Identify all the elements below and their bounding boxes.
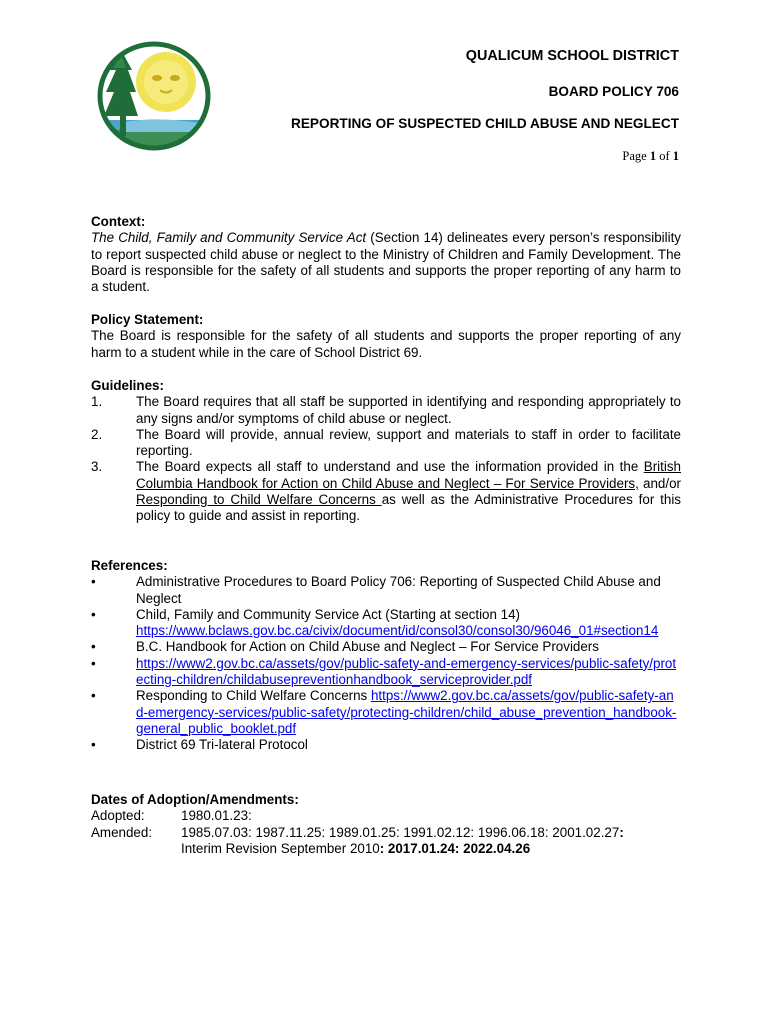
reference-item: • District 69 Tri-lateral Protocol <box>91 737 308 753</box>
policy-title: REPORTING OF SUSPECTED CHILD ABUSE AND NEGLECT <box>291 116 679 131</box>
adopted-row: Adopted: 1980.01.23: <box>91 808 252 824</box>
reference-item: • Administrative Procedures to Board Policy 706: Reporting of Suspected Child Abuse and Neglect <box>91 574 661 606</box>
district-logo <box>96 40 212 152</box>
amended-row: Amended: 1985.07.03: 1987.11.25: 1989.01.25: 1991.02.12: 1996.06.18: 2001.02.27: Interim Revision September 2010: 2017.01.24: 2022.04.26 <box>91 824 624 856</box>
policy-number: BOARD POLICY 706 <box>548 84 679 99</box>
guideline-item: 2. The Board will provide, annual review, support and materials to staff in order to facilitate reporting. <box>91 426 681 459</box>
guidelines-heading: Guidelines: <box>91 378 164 393</box>
service-provider-handbook-link[interactable]: https://www2.gov.bc.ca/assets/gov/public-safety-and-emergency-services/public-safety/protecting-children/childabusepreventionhandbook_serviceprovider.pdf <box>136 655 677 688</box>
bclaws-link[interactable]: https://www.bclaws.gov.bc.ca/civix/document/id/consol30/consol30/96046_01#section14 <box>136 623 659 639</box>
references-section <box>91 558 681 754</box>
policy-statement-heading: Policy Statement: <box>91 312 204 327</box>
reference-item: • Responding to Child Welfare Concerns https://www2.gov.bc.ca/assets/gov/public-safety-and-emergency-services/public-safety/protecting-children/child_abuse_prevention_handbook-general_public_booklet.pdf <box>91 688 677 736</box>
reference-item: • B.C. Handbook for Action on Child Abuse and Neglect – For Service Providers <box>91 639 599 655</box>
page-number: Page 1 of 1 <box>622 149 679 163</box>
guidelines-section <box>91 378 681 525</box>
latest-amendment: 2022.04.26 <box>463 840 531 856</box>
context-heading: Context: <box>91 214 146 229</box>
reference-item: • https://www2.gov.bc.ca/assets/gov/public-safety-and-emergency-services/public-safety/protecting-children/childabusepreventionhandbook_serviceprovider.pdf <box>91 655 677 688</box>
guideline-item: 3. The Board expects all staff to understand and use the information provided in the British Columbia Handbook for Action on Child Abuse and Neglect – For Service Providers, and/or Responding to Child Welfare Concerns as well as the Administrative Procedures for this policy to guide and assist in reporting. <box>91 459 681 524</box>
public-booklet-link[interactable]: https://www2.gov.bc.ca/assets/gov/public-safety-and-emergency-services/public-safety/protecting-children/child_abuse_prevention_handbook-general_public_booklet.pdf <box>136 688 677 736</box>
welfare-concerns-link[interactable]: Responding to Child Welfare Concerns <box>136 492 382 508</box>
dates-heading: Dates of Adoption/Amendments: <box>91 792 299 807</box>
references-heading: References: <box>91 558 168 573</box>
district-title: QUALICUM SCHOOL DISTRICT <box>465 48 679 64</box>
context-text: The Child, Family and Community Service Act (Section 14) delineates every person’s responsibility to report suspected child abuse or neglect to the Ministry of Children and Family Development. The Board is responsible for the safety of all students and supports the proper reporting of any harm to a student. <box>91 230 681 295</box>
bc-handbook-link[interactable]: British Columbia Handbook for Action on Child Abuse and Neglect – For Service Providers, <box>136 459 681 491</box>
guideline-item: 1. The Board requires that all staff be supported in identifying and responding appropriately to any signs and/or symptoms of child abuse or neglect. <box>91 394 681 426</box>
dates-section <box>91 792 681 857</box>
reference-item: • Child, Family and Community Service Act (Starting at section 14) https://www.bclaws.gov.bc.ca/civix/document/id/consol30/consol30/96046_01#section14 <box>91 606 659 639</box>
policy-statement-text: The Board is responsible for the safety of all students and supports the proper reporting of any harm to a student while in the care of School District 69. <box>91 328 681 360</box>
policy-statement-section <box>91 312 681 361</box>
context-section <box>91 214 681 295</box>
